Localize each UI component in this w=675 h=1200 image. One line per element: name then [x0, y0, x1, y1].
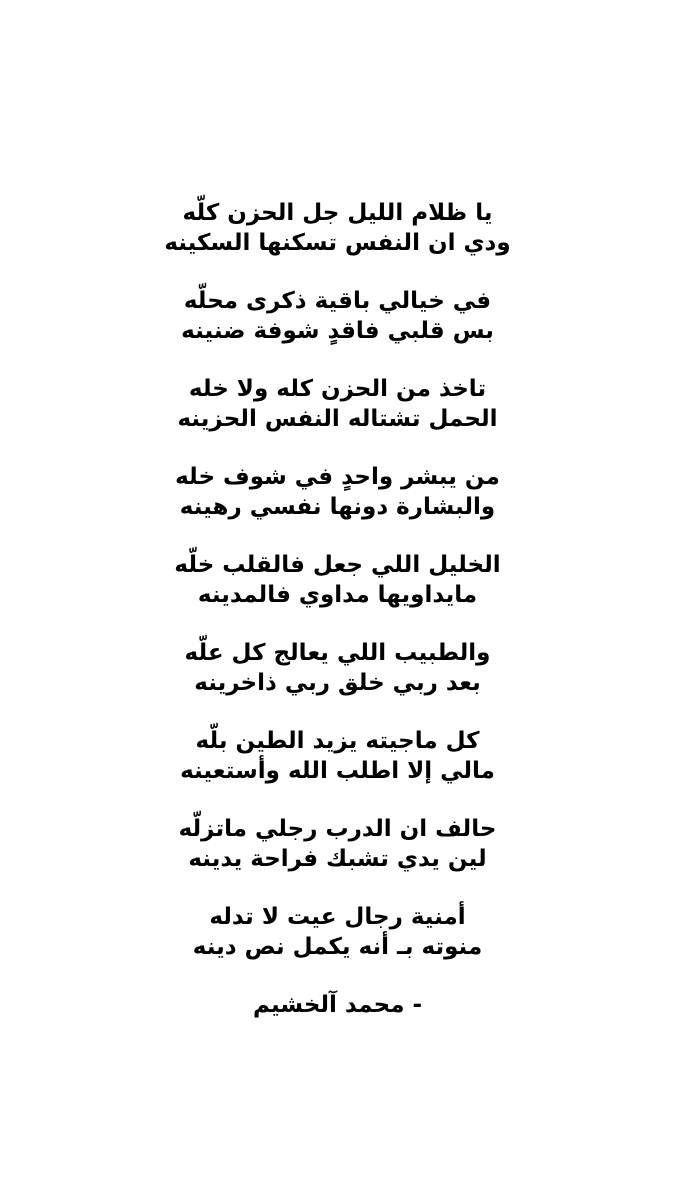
poem-line: أمنية رجال عيت لا تدله	[209, 904, 466, 930]
poem-line: من يبشر واحدٍ في شوف خله	[175, 464, 500, 490]
poem-line: بعد ربي خلق ربي ذاخرينه	[194, 670, 481, 696]
poem-line: في خيالي باقية ذكرى محلّه	[183, 288, 492, 314]
poem-line: كل ماجيته يزيد الطين بلّه	[195, 728, 480, 754]
stanza-7	[0, 726, 675, 786]
stanza-3	[0, 374, 675, 434]
stanza-2	[0, 286, 675, 346]
poem-line: يا ظلام الليل جل الحزن كلّه	[182, 200, 493, 226]
stanza-6	[0, 638, 675, 698]
poem-line: والبشارة دونها نفسي رهينه	[179, 494, 496, 520]
poem	[0, 198, 675, 1020]
stanza-4	[0, 462, 675, 522]
poem-line: حالف ان الدرب رجلي ماتزلّه	[178, 816, 497, 842]
poem-line: منوته بـ أنه يكمل نص دينه	[192, 934, 483, 960]
poem-line: مالي إلا اطلب الله وأستعينه	[180, 758, 495, 784]
poem-line: والطبيب اللي يعالج كل علّه	[184, 640, 491, 666]
poem-line: ودي ان النفس تسكنها السكينه	[164, 230, 511, 256]
poem-line: الحمل تشتاله النفس الحزينه	[177, 406, 498, 432]
poem-line: الخليل اللي جعل فالقلب خلّه	[174, 552, 501, 578]
stanza-1	[0, 198, 675, 258]
stanza-5	[0, 550, 675, 610]
poem-line: بس قلبي فاقدٍ شوفة ضنينه	[181, 318, 494, 344]
stanza-9	[0, 902, 675, 962]
poem-line: مايداويها مداوي فالمدينه	[197, 582, 478, 608]
poem-line: تاخذ من الحزن كله ولا خله	[188, 376, 487, 402]
stanza-8	[0, 814, 675, 874]
poet-signature: - محمد آلخشيم	[252, 992, 422, 1018]
poem-line: لين يدي تشبك فراحة يدينه	[188, 846, 487, 872]
